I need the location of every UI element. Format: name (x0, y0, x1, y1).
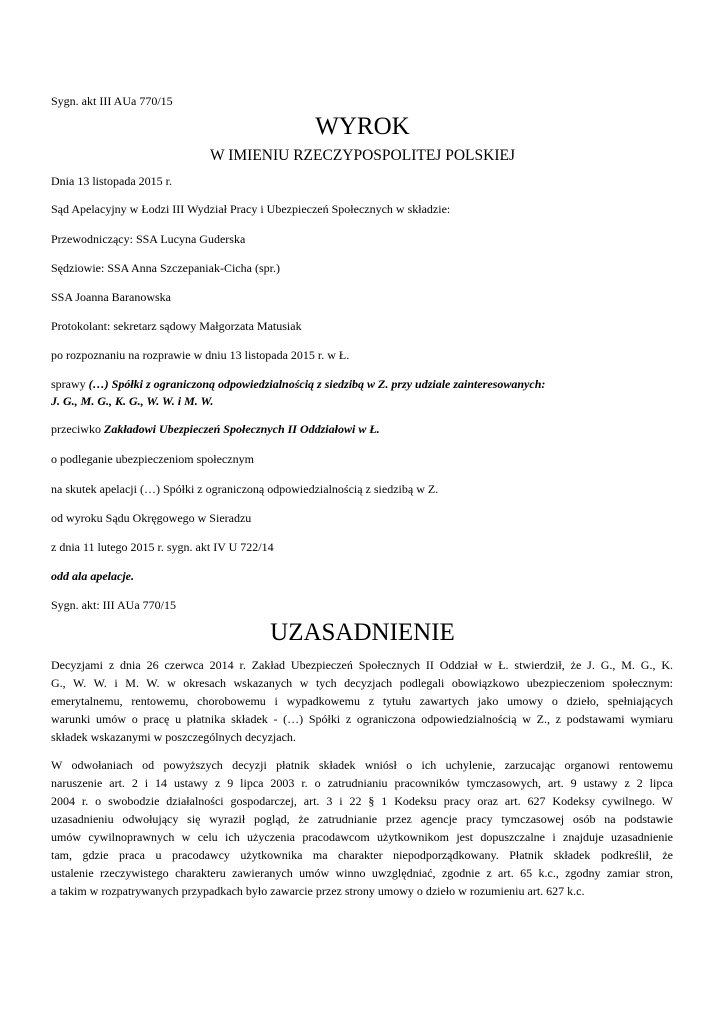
second-judge: SSA Joanna Baranowska (51, 290, 171, 304)
paragraph-line: naruszenie art. 2 i 14 ustawy z 9 lipca 2003 r. o zatrudnianiu pracowników tymczasowych, art. 9 ustawy z 2 lipca (51, 776, 673, 790)
paragraph-line: składek wskazanymi w poszczególnych decyzjach. (51, 730, 296, 744)
judgment-title: WYROK (315, 113, 410, 140)
paragraph-line: umów cywilnoprawnych w celu ich użyczenia pracodawcom użytkownikom jest dopuszczalne i znajduje uzasadnienie (51, 830, 673, 844)
paragraph-line: a takim w rozpatrywanych przypadkach było zawarcie przez strony umowy o dzieło w rozumieniu art. 627 k.c. (51, 884, 585, 898)
court-clerk: Protokolant: sekretarz sądowy Małgorzata Matusiak (51, 319, 302, 333)
appeal-line: na skutek apelacji (…) Spółki z ograniczoną odpowiedzialnością z siedzibą w Z. (51, 482, 439, 496)
paragraph-line: emerytalnemu, rentowemu, chorobowemu i wypadkowemu z tytułu zawartych jako umowy o dzieło, spełniających (51, 694, 673, 708)
paragraph-line: uzasadnieniu odwołujący się wyraził pogląd, że zatrudnianie przez agencje pracy tymczasowej osób na podstawie (51, 812, 673, 826)
presiding-judge: Przewodniczący: SSA Lucyna Guderska (51, 232, 246, 246)
against-prefix: przeciwko (51, 422, 101, 436)
judges: Sędziowie: SSA Anna Szczepaniak-Cicha (spr.) (51, 261, 280, 275)
case-prefix: sprawy (51, 377, 86, 391)
paragraph-line: ustalenie rzeczywistego charakteru zawieranych umów winno uwzględniać, zgodnie z art. 65 k.c., zgodny zamiar stron, (51, 866, 673, 880)
paragraph-line: W odwołaniach od powyższych decyzji płatnik składek wniósł o ich uchylenie, zarzucając organowi rentowemu (51, 758, 673, 772)
case-signature-top: Sygn. akt III AUa 770/15 (51, 94, 173, 108)
against-party: Zakładowi Ubezpieczeń Społecznych II Oddziałowi w Ł. (103, 422, 380, 436)
paragraph-line: warunki umów o pracę u płatnika składek - (…) Spółki z ograniczona odpowiedzialnością w Z., z podstawami wymiaru (51, 712, 673, 726)
justification-title: UZASADNIENIE (270, 619, 455, 646)
paragraph-line: tam, gdzie praca u pracodawcy użytkownika ma charakter niepodporządkowany. Płatnik składek podkreślił, że (51, 848, 673, 862)
paragraph-line: 2004 r. o swobodzie działalności gospodarczej, art. 3 i 22 § 1 Kodeksu pracy oraz art. 627 Kodeksy cywilnego. W (51, 794, 673, 808)
paragraph-line: G., W. W. i M. W. w okresach wskazanych w tych decyzjach podlegali obowiązkowo ubezpieczeniom społecznym: (51, 676, 673, 690)
case-parties-line1 (51, 375, 545, 393)
lower-court-judgment: od wyroku Sądu Okręgowego w Sieradzu (51, 511, 252, 525)
case-parties-line2: J. G., M. G., K. G., W. W. i M. W. (51, 394, 214, 408)
court-composition: Sąd Apelacyjny w Łodzi III Wydział Pracy i Ubezpieczeń Społecznych w składzie: (51, 202, 451, 216)
case-subject: o podleganie ubezpieczeniom społecznym (51, 452, 254, 466)
paragraph-line: Decyzjami z dnia 26 czerwca 2014 r. Zakład Ubezpieczeń Społecznych II Oddział w Ł. stwierdził, że J. G., M. G., K. (51, 658, 673, 672)
against-line (51, 420, 380, 438)
ruling: odd ala apelacje. (51, 569, 134, 583)
case-party: (…) Spółki z ograniczoną odpowiedzialnością z siedzibą w Z. przy udziale zainteresowanych: (88, 377, 546, 391)
hearing-info: po rozpoznaniu na rozprawie w dniu 13 listopada 2015 r. w Ł. (51, 348, 350, 362)
judgment-subtitle: W IMIENIU RZECZYPOSPOLITEJ POLSKIEJ (210, 147, 515, 164)
lower-court-date: z dnia 11 lutego 2015 r. sygn. akt IV U 722/14 (51, 540, 274, 554)
judgment-date: Dnia 13 listopada 2015 r. (51, 174, 172, 188)
case-signature-justification: Sygn. akt: III AUa 770/15 (51, 598, 176, 612)
